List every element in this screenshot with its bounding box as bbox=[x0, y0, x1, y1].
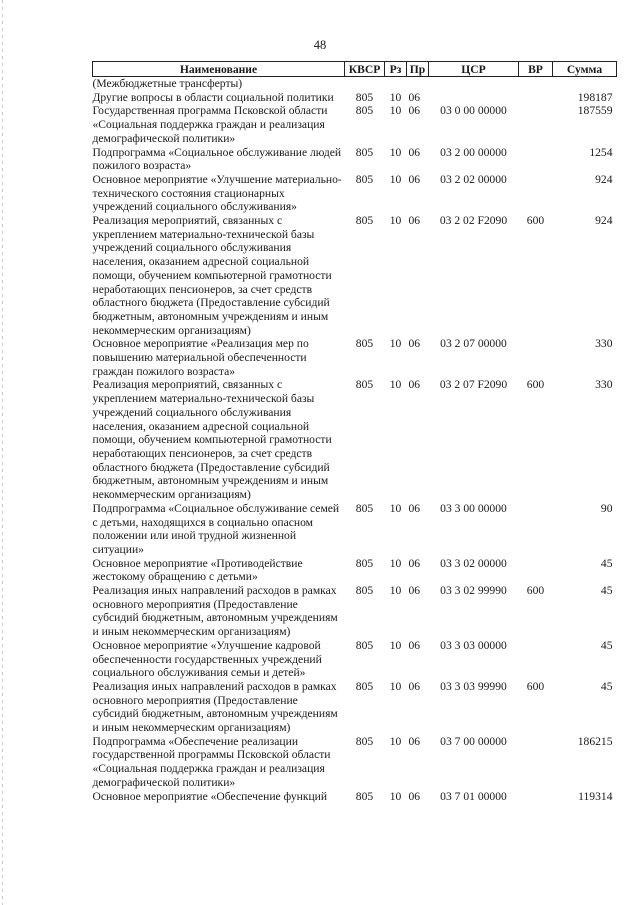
cell-csr bbox=[429, 91, 519, 105]
cell-rz: 10 bbox=[389, 556, 402, 570]
cell-rz: 10 bbox=[389, 638, 402, 652]
cell-csr: 03 0 00 00000 bbox=[440, 104, 507, 118]
cell-kvsr bbox=[345, 77, 385, 91]
cell-pr: 06 bbox=[408, 501, 421, 515]
cell-name: Основное мероприятие «Противодействие жестокому обращению с детьми» bbox=[92, 556, 303, 584]
cell-csr: 03 7 00 00000 bbox=[440, 734, 507, 748]
cell-pr: 06 bbox=[408, 104, 421, 118]
cell-pr bbox=[407, 77, 429, 91]
cell-sum: 45 bbox=[600, 584, 613, 598]
cell-name: Основное мероприятие «Улучшение кадровой обеспеченности государственных учреждений социального обслуживания семьи и детей» bbox=[92, 638, 322, 680]
cell-name: Реализация иных направлений расходов в рамках основного мероприятия (Предоставление субсидий бюджетным, автономным учреждениям и иным некоммерческим организациям) bbox=[92, 679, 338, 735]
table-row bbox=[93, 104, 617, 145]
cell-pr: 06 bbox=[408, 734, 421, 748]
cell-kvsr: 805 bbox=[355, 145, 374, 159]
header-kvsr: КВСР bbox=[345, 62, 385, 77]
table-row bbox=[93, 557, 617, 584]
cell-rz: 10 bbox=[389, 584, 402, 598]
table-row bbox=[93, 91, 617, 105]
cell-name: Основное мероприятие «Реализация мер по повышению материальной обеспеченности граждан пожилого возраста» bbox=[92, 337, 309, 378]
cell-kvsr: 805 bbox=[355, 501, 374, 515]
scan-edge-mark bbox=[2, 0, 3, 905]
cell-vr bbox=[519, 639, 553, 680]
cell-kvsr: 805 bbox=[355, 337, 374, 351]
cell-kvsr: 805 bbox=[355, 679, 374, 693]
cell-kvsr: 805 bbox=[355, 789, 374, 803]
cell-rz: 10 bbox=[389, 172, 402, 186]
cell-sum: 330 bbox=[595, 378, 613, 392]
cell-kvsr: 805 bbox=[355, 90, 374, 104]
table-row bbox=[93, 735, 617, 790]
cell-sum bbox=[553, 77, 617, 91]
cell-sum: 186215 bbox=[577, 734, 613, 748]
cell-name: Другие вопросы в области социальной политики bbox=[92, 90, 334, 104]
cell-sum: 90 bbox=[600, 501, 613, 515]
cell-vr bbox=[519, 735, 553, 790]
cell-vr: 600 bbox=[526, 584, 545, 598]
cell-csr: 03 3 00 00000 bbox=[440, 501, 507, 515]
cell-vr bbox=[519, 91, 553, 105]
cell-name: Основное мероприятие «Обеспечение функций bbox=[92, 789, 328, 803]
cell-vr bbox=[519, 104, 553, 145]
cell-csr: 03 2 07 F2090 bbox=[439, 378, 508, 392]
cell-csr: 03 3 03 99990 bbox=[440, 679, 507, 693]
cell-vr: 600 bbox=[526, 378, 545, 392]
cell-sum: 924 bbox=[595, 172, 613, 186]
cell-vr bbox=[519, 173, 553, 214]
cell-name: Подпрограмма «Социальное обслуживание людей пожилого возраста» bbox=[92, 145, 342, 173]
cell-pr: 06 bbox=[408, 679, 421, 693]
cell-pr: 06 bbox=[408, 378, 421, 392]
header-pr: Пр bbox=[407, 62, 429, 77]
table-row bbox=[93, 790, 617, 804]
cell-kvsr: 805 bbox=[355, 104, 374, 118]
cell-name: Реализация мероприятий, связанных с укреплением материально-технической базы учреждений социального обслуживания населения, оказанием адресной социальной помощи, обучением компьютерной грамотности неработающих пенсионеров, за счет средств областного бюджета (Предоставление субсидий бюджетным, автономным учреждениям и иным некоммерческим организациям) bbox=[92, 378, 332, 502]
cell-name: Подпрограмма «Обеспечение реализации государственной программы Псковской области «Социальная поддержка граждан и реализация демографической политики» bbox=[92, 734, 331, 789]
cell-sum: 330 bbox=[595, 337, 613, 351]
cell-sum: 924 bbox=[595, 214, 613, 228]
cell-pr: 06 bbox=[408, 337, 421, 351]
table-row bbox=[93, 584, 617, 639]
cell-rz: 10 bbox=[389, 734, 402, 748]
cell-rz: 10 bbox=[389, 214, 402, 228]
cell-vr: 600 bbox=[526, 679, 545, 693]
cell-pr: 06 bbox=[408, 556, 421, 570]
cell-sum: 45 bbox=[600, 679, 613, 693]
header-vr: ВР bbox=[519, 62, 553, 77]
table-header-row bbox=[93, 62, 617, 77]
cell-pr: 06 bbox=[408, 638, 421, 652]
cell-csr: 03 2 02 00000 bbox=[440, 172, 507, 186]
cell-name: Подпрограмма «Социальное обслуживание семей с детьми, находящихся в социально опасном положении или иной трудной жизненной ситуации» bbox=[92, 501, 340, 556]
cell-vr bbox=[519, 77, 553, 91]
cell-rz: 10 bbox=[389, 679, 402, 693]
cell-sum: 45 bbox=[600, 638, 613, 652]
cell-pr: 06 bbox=[408, 584, 421, 598]
header-name: Наименование bbox=[93, 62, 345, 77]
header-sum: Сумма bbox=[553, 62, 617, 77]
cell-rz: 10 bbox=[389, 145, 402, 159]
cell-vr bbox=[519, 502, 553, 557]
cell-vr bbox=[519, 557, 553, 584]
cell-vr: 600 bbox=[526, 214, 545, 228]
table-row bbox=[93, 502, 617, 557]
cell-pr: 06 bbox=[408, 90, 421, 104]
header-csr: ЦСР bbox=[429, 62, 519, 77]
table-row bbox=[93, 146, 617, 173]
table-row bbox=[93, 214, 617, 337]
cell-pr: 06 bbox=[408, 789, 421, 803]
cell-name: (Межбюджетные трансферты) bbox=[92, 77, 243, 90]
cell-rz: 10 bbox=[389, 501, 402, 515]
cell-kvsr: 805 bbox=[355, 378, 374, 392]
cell-kvsr: 805 bbox=[355, 214, 374, 228]
cell-rz: 10 bbox=[389, 789, 402, 803]
cell-vr bbox=[519, 790, 553, 804]
cell-name: Основное мероприятие «Улучшение материально-технического состояния стационарных учреждений социального обслуживания» bbox=[92, 172, 342, 214]
table-row bbox=[93, 378, 617, 501]
cell-csr: 03 3 02 00000 bbox=[440, 556, 507, 570]
cell-rz bbox=[385, 77, 407, 91]
cell-name: Реализация мероприятий, связанных с укреплением материально-технической базы учреждений социального обслуживания населения, оказанием адресной социальной помощи, обучением компьютерной грамотности неработающих пенсионеров, за счет средств областного бюджета (Предоставление субсидий бюджетным, автономным учреждениям и иным некоммерческим организациям) bbox=[92, 214, 332, 337]
table-body bbox=[93, 77, 617, 804]
cell-rz: 10 bbox=[389, 90, 402, 104]
cell-sum: 198187 bbox=[577, 90, 613, 104]
cell-name: Государственная программа Псковской области «Социальная поддержка граждан и реализация демографической политики» bbox=[92, 104, 328, 145]
cell-kvsr: 805 bbox=[355, 638, 374, 652]
page-number: 48 bbox=[313, 38, 327, 52]
table-row bbox=[93, 77, 617, 91]
cell-pr: 06 bbox=[408, 214, 421, 228]
cell-pr: 06 bbox=[408, 145, 421, 159]
cell-csr: 03 2 02 F2090 bbox=[439, 214, 508, 228]
cell-kvsr: 805 bbox=[355, 584, 374, 598]
cell-name: Реализация иных направлений расходов в рамках основного мероприятия (Предоставление субсидий бюджетным, автономным учреждениям и иным некоммерческим организациям) bbox=[92, 584, 338, 639]
cell-pr: 06 bbox=[408, 172, 421, 186]
cell-kvsr: 805 bbox=[355, 556, 374, 570]
table-row bbox=[93, 173, 617, 214]
cell-csr: 03 3 03 00000 bbox=[440, 638, 507, 652]
cell-csr: 03 3 02 99990 bbox=[440, 584, 507, 598]
cell-kvsr: 805 bbox=[355, 172, 374, 186]
cell-rz: 10 bbox=[389, 104, 402, 118]
cell-vr bbox=[519, 146, 553, 173]
cell-vr bbox=[519, 337, 553, 378]
cell-rz: 10 bbox=[389, 378, 402, 392]
table-row bbox=[93, 680, 617, 735]
cell-csr bbox=[429, 77, 519, 91]
budget-table bbox=[92, 61, 617, 803]
table-row bbox=[93, 337, 617, 378]
cell-kvsr: 805 bbox=[355, 734, 374, 748]
cell-csr: 03 7 01 00000 bbox=[440, 789, 507, 803]
cell-rz: 10 bbox=[389, 337, 402, 351]
cell-sum: 1254 bbox=[589, 145, 613, 159]
header-rz: Рз bbox=[385, 62, 407, 77]
table-row bbox=[93, 639, 617, 680]
cell-csr: 03 2 00 00000 bbox=[440, 145, 507, 159]
cell-sum: 45 bbox=[600, 556, 613, 570]
cell-sum: 119314 bbox=[578, 789, 613, 803]
cell-csr: 03 2 07 00000 bbox=[440, 337, 507, 351]
cell-sum: 187559 bbox=[577, 104, 613, 118]
